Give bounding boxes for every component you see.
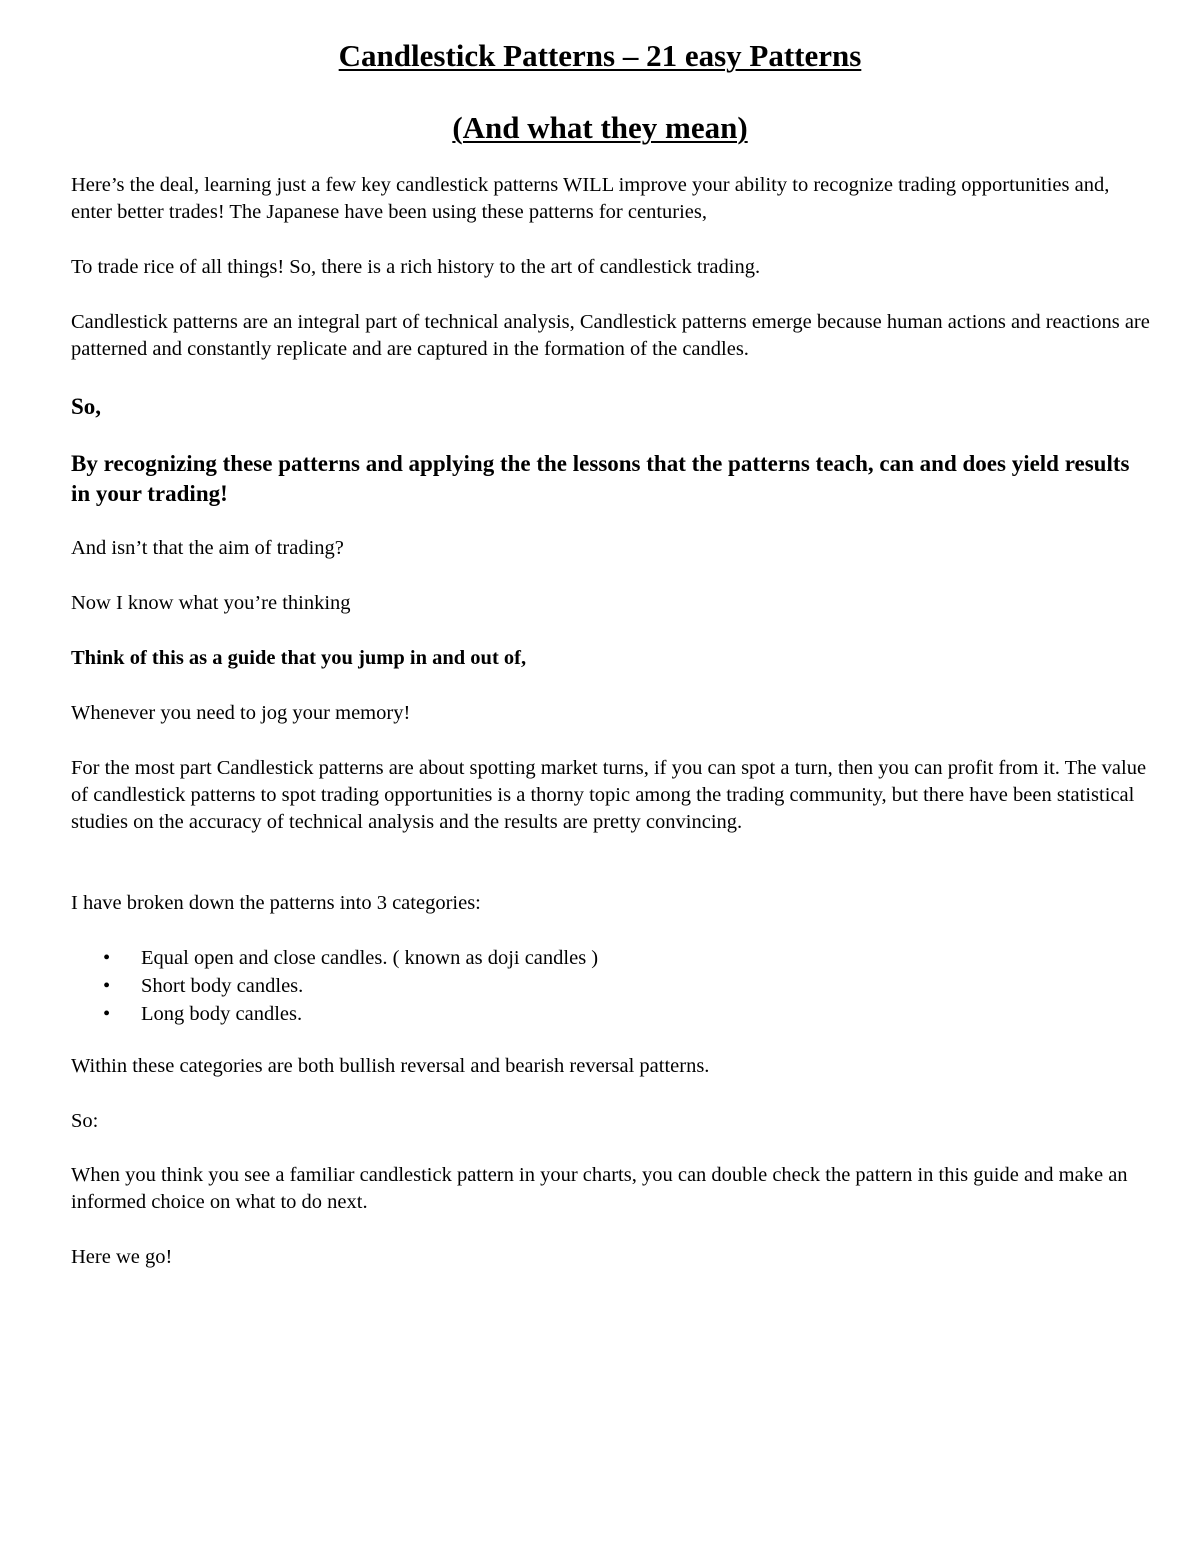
so-colon-paragraph: So: [71,1110,99,1132]
list-item: • Short body candles. [71,972,1151,1000]
categories-intro-paragraph: I have broken down the patterns into 3 categories: [71,892,481,914]
document-subtitle: (And what they mean) [452,110,748,145]
memory-paragraph: Whenever you need to jog your memory! [71,702,411,724]
rice-paragraph: To trade rice of all things! So, there is a rich history to the art of candlestick trading. [71,256,761,278]
list-item: • Long body candles. [71,1000,1151,1028]
integral-paragraph: Candlestick patterns are an integral part of technical analysis, Candlestick patterns emerge because human actions and reactions are patterned and constantly replicate and are captured in the formation of the candles. [71,311,1150,360]
market-turns-paragraph: For the most part Candlestick patterns are about spotting market turns, if you can spot a turn, then you can profit from it. The value of candlestick patterns to spot trading opportunities is a thorny topic among the trading community, but there have been statistical studies on the accuracy of technical analysis and the results are pretty convincing. [71,757,1147,833]
list-item: • Equal open and close candles. ( known as doji candles ) [71,944,1151,972]
aim-paragraph: And isn’t that the aim of trading? [71,537,344,559]
within-paragraph: Within these categories are both bullish reversal and bearish reversal patterns. [71,1055,710,1077]
thinking-paragraph: Now I know what you’re thinking [71,592,351,614]
familiar-paragraph: When you think you see a familiar candlestick pattern in your charts, you can double check the pattern in this guide and make an informed choice on what to do next. [71,1164,1128,1213]
categories-list [71,944,1151,1028]
here-we-go-paragraph: Here we go! [71,1246,173,1268]
so-heading: So, [71,394,102,419]
intro-paragraph: Here’s the deal, learning just a few key candlestick patterns WILL improve your ability to recognize trading opportunities and, enter better trades! The Japanese have been using these patterns for centuries, [71,174,1110,223]
document-title: Candlestick Patterns – 21 easy Patterns [338,38,862,73]
guide-paragraph: Think of this as a guide that you jump in and out of, [71,647,527,669]
recognizing-heading: By recognizing these patterns and applying the the lessons that the patterns teach, can and does yield results in your trading! [71,451,1130,506]
